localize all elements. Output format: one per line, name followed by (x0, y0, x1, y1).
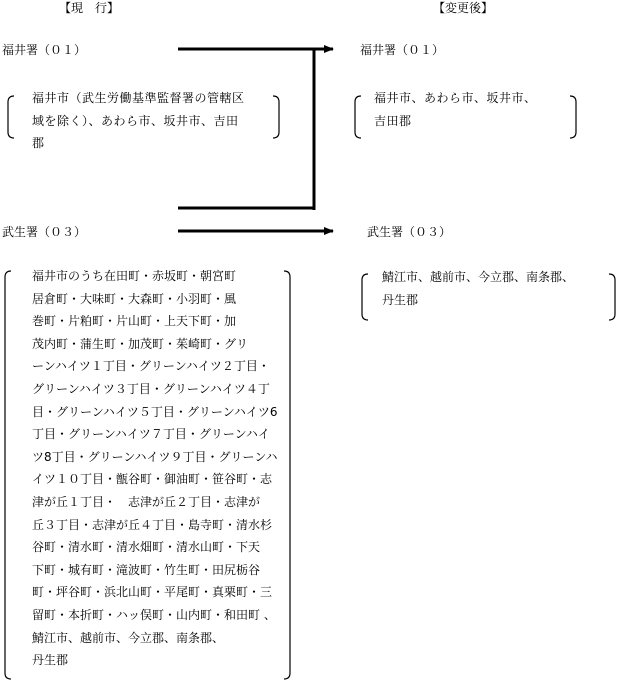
text-line: 福井市（武生労働基準監督署の管轄区 (32, 91, 245, 105)
bracket-right-changed-fukui (570, 96, 576, 138)
text-line: 郡 (32, 136, 45, 151)
bracket-left-current-takefu (5, 271, 11, 679)
text-line: 津が丘１丁目・ 志津が丘２丁目・志津が (32, 494, 261, 509)
text-line: 丹生郡 (32, 653, 69, 668)
changed-takefu-office-label: 武生署（０３） (367, 225, 452, 239)
text-line: 目・グリーンハイツ５丁目・グリーンハイツ6 (32, 404, 278, 419)
text-line: 福井市、あわら市、坂井市、 (374, 91, 537, 105)
header-current: 【現 行】 (59, 1, 120, 15)
text-line: 巻町・片粕町・片山町・上天下町・加 (32, 314, 237, 329)
bracket-left-changed-takefu (362, 274, 368, 320)
text-line: 留町・本折町・ハッ俣町・山内町・和田町 、 (32, 607, 276, 622)
text-line: 鯖江市、越前市、今立郡、南条郡、 (382, 270, 575, 284)
text-line: ツ8丁目・グリーンハイツ９丁目・グリーンハ (32, 449, 278, 464)
bracket-right-current-fukui (273, 96, 279, 138)
text-line: ーンハイツ１丁目・グリーンハイツ２丁目・ (32, 359, 270, 374)
text-line: 鯖江市、越前市、今立郡、南条郡、 (32, 630, 225, 645)
text-line: 町・坪谷町・浜北山町・平尾町・真栗町・三 (32, 585, 273, 600)
text-line: 域を除く）、あわら市、坂井市、吉田 (32, 113, 239, 128)
bracket-right-changed-takefu (609, 274, 615, 320)
text-line: 茂内町・蒲生町・加茂町・茱崎町・グリ (32, 336, 249, 351)
text-line: 丹生郡 (382, 292, 419, 307)
bracket-right-current-takefu (284, 271, 290, 679)
bracket-left-changed-fukui (355, 96, 361, 138)
text-line: 福井市のうち在田町・赤坂町・朝宮町 (32, 269, 237, 283)
current-takefu-office-label: 武生署（０３） (2, 225, 87, 239)
changed-fukui-office-label: 福井署（０１） (360, 43, 445, 57)
text-line: グリーンハイツ３丁目・グリーンハイツ４丁 (32, 381, 270, 396)
text-line: 居倉町・大味町・大森町・小羽町・風 (32, 291, 237, 306)
text-line: 丘３丁目・志津が丘４丁目・島寺町・清水杉 (32, 517, 273, 532)
current-fukui-office-label: 福井署（０１） (2, 43, 87, 57)
text-line: 吉田郡 (374, 113, 412, 128)
header-changed: 【変更後】 (433, 1, 494, 15)
text-line: 谷町・清水町・清水畑町・清水山町・下天 (32, 540, 261, 555)
bracket-left-current-fukui (8, 96, 14, 138)
text-line: 丁目・グリーンハイツ７丁目・グリーンハイ (32, 427, 270, 442)
text-line: 下町・城有町・滝波町・竹生町・田尻栃谷 (32, 562, 261, 577)
text-line: イツ１０丁目・甑谷町・御油町・笹谷町・志 (32, 472, 273, 487)
